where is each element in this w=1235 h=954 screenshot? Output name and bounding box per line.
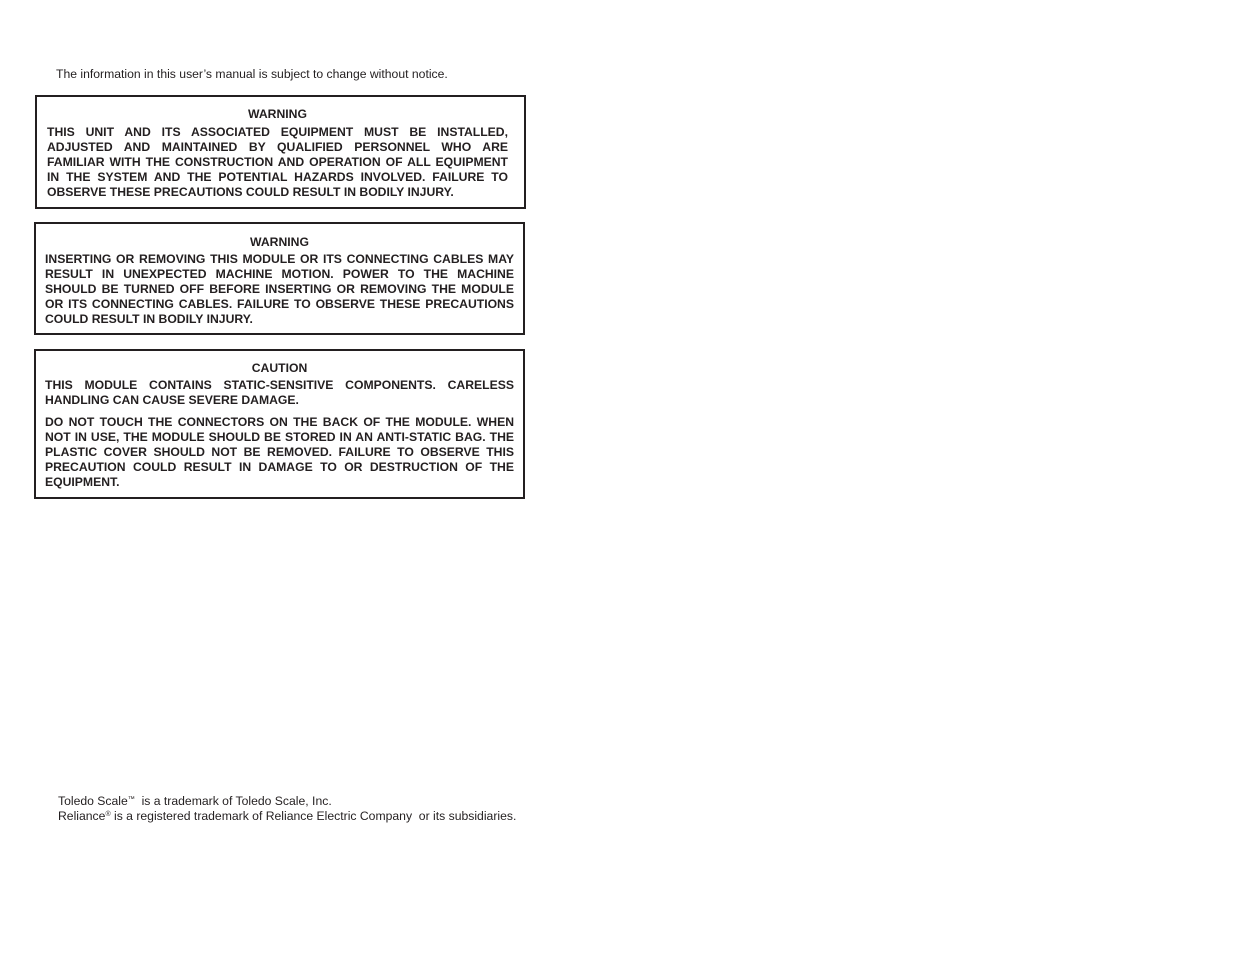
registered-symbol: ®	[105, 810, 111, 818]
warning-title: WARNING	[248, 107, 307, 121]
warning-box-module-removal	[34, 222, 525, 335]
warning-title: WARNING	[250, 235, 309, 249]
trademark-symbol: ™	[127, 796, 135, 803]
warning-text: INSERTING OR REMOVING THIS MODULE OR ITS CONNECTING CABLES MAY RESULT IN UNEXPECTED MACHINE MOTION. POWER TO THE MACHINE SHOULD BE TURNED OFF BEFORE INSERTING OR REMOVING THE MODULE OR ITS CONNECTING CABLES. FAILURE TO OBSERVE THESE PRECAUTIONS COULD RESULT IN BODILY INJURY.	[45, 252, 514, 326]
caution-paragraph-2: DO NOT TOUCH THE CONNECTORS ON THE BACK OF THE MODULE. WHEN NOT IN USE, THE MODULE SHOULD BE STORED IN AN ANTI-STATIC BAG. THE PLASTIC COVER SHOULD NOT BE REMOVED. FAILURE TO OBSERVE THIS PRECAUTION COULD RESULT IN DAMAGE TO OR DESTRUCTION OF THE EQUIPMENT.	[45, 415, 514, 489]
warning-box-installation	[35, 95, 526, 209]
trademark-text: is a registered trademark of Reliance Electric Company or its subsidiaries.	[110, 808, 517, 823]
caution-box-static	[34, 349, 525, 499]
trademark-text: is a trademark of Toledo Scale, Inc.	[134, 794, 332, 808]
trademark-line-toledo	[58, 794, 516, 809]
trademark-line-reliance	[58, 809, 516, 824]
trademark-name: Toledo Scale	[58, 794, 128, 808]
caution-title: CAUTION	[251, 361, 308, 375]
caution-paragraph-1: THIS MODULE CONTAINS STATIC-SENSITIVE COMPONENTS. CARELESS HANDLING CAN CAUSE SEVERE DAMAGE.	[45, 378, 514, 407]
trademark-notices	[58, 794, 516, 823]
trademark-name: Reliance	[58, 808, 106, 823]
change-notice: The information in this user’s manual is subject to change without notice.	[56, 67, 448, 81]
warning-text: THIS UNIT AND ITS ASSOCIATED EQUIPMENT MUST BE INSTALLED, ADJUSTED AND MAINTAINED BY QUALIFIED PERSONNEL WHO ARE FAMILIAR WITH THE CONSTRUCTION AND OPERATION OF ALL EQUIPMENT IN THE SYSTEM AND THE POTENTIAL HAZARDS INVOLVED. FAILURE TO OBSERVE THESE PRECAUTIONS COULD RESULT IN BODILY INJURY.	[47, 125, 508, 199]
